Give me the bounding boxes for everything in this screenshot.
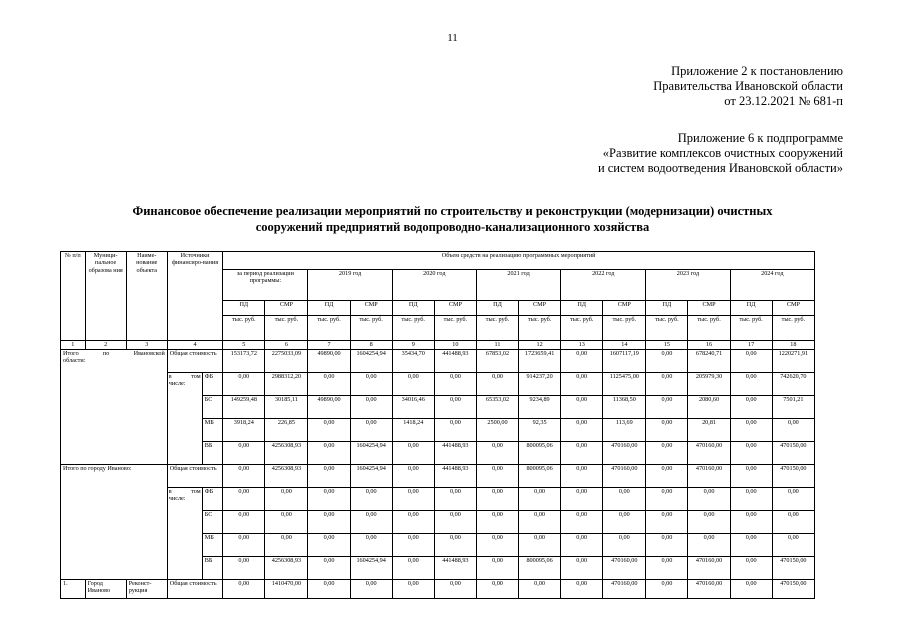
header-volume: Объем средств на реализацию программных мероприятий bbox=[223, 252, 815, 270]
value-cell: 2988312,20 bbox=[265, 373, 308, 396]
item-source: Общая стоимость bbox=[167, 580, 222, 599]
value-cell: 0,00 bbox=[223, 580, 265, 599]
unit-cell: тыс. руб. bbox=[434, 316, 476, 341]
value-cell: 0,00 bbox=[646, 419, 688, 442]
value-cell: 0,00 bbox=[561, 373, 603, 396]
unit-cell: тыс. руб. bbox=[646, 316, 688, 341]
value-cell: 20,81 bbox=[688, 419, 730, 442]
value-cell: 0,00 bbox=[519, 534, 561, 557]
value-cell: 0,00 bbox=[434, 534, 476, 557]
unit-cell: тыс. руб. bbox=[223, 316, 265, 341]
value-cell: 470160,00 bbox=[688, 442, 730, 465]
value-cell: 0,00 bbox=[646, 465, 688, 488]
value-cell: 0,00 bbox=[561, 511, 603, 534]
header-year-2024: 2024 год bbox=[730, 270, 814, 301]
table-row bbox=[61, 580, 815, 599]
value-cell: 0,00 bbox=[392, 557, 434, 580]
value-cell: 3918,24 bbox=[223, 419, 265, 442]
header-smr: СМР bbox=[350, 301, 392, 316]
region-total-label-b: по bbox=[102, 350, 110, 357]
value-cell: 0,00 bbox=[646, 373, 688, 396]
value-cell: 0,00 bbox=[223, 534, 265, 557]
value-cell: 4256308,93 bbox=[265, 442, 308, 465]
table-row bbox=[61, 350, 815, 373]
header-smr: СМР bbox=[265, 301, 308, 316]
value-cell: 4256308,93 bbox=[265, 557, 308, 580]
total-cost-label: Общая стоимость bbox=[167, 465, 222, 488]
source-mb: МБ bbox=[202, 534, 223, 557]
value-cell: 470150,00 bbox=[772, 557, 814, 580]
total-cost-label: Общая стоимость bbox=[167, 350, 222, 373]
value-cell: 49890,00 bbox=[308, 350, 350, 373]
value-cell: 0,00 bbox=[392, 534, 434, 557]
col-number: 8 bbox=[350, 341, 392, 350]
value-cell: 149259,48 bbox=[223, 396, 265, 419]
value-cell: 1604254,94 bbox=[350, 557, 392, 580]
header-object: Наиме-нование объекта bbox=[126, 252, 167, 341]
value-cell: 1607117,19 bbox=[603, 350, 646, 373]
unit-cell: тыс. руб. bbox=[265, 316, 308, 341]
col-number: 17 bbox=[730, 341, 772, 350]
col-number: 14 bbox=[603, 341, 646, 350]
value-cell: 0,00 bbox=[730, 350, 772, 373]
value-cell: 0,00 bbox=[561, 465, 603, 488]
value-cell: 0,00 bbox=[308, 488, 350, 511]
value-cell: 0,00 bbox=[603, 488, 646, 511]
including-label-c: числе: bbox=[168, 380, 186, 388]
value-cell: 0,00 bbox=[476, 511, 518, 534]
unit-cell: тыс. руб. bbox=[476, 316, 518, 341]
value-cell: 34016,46 bbox=[392, 396, 434, 419]
value-cell: 0,00 bbox=[730, 465, 772, 488]
value-cell: 0,00 bbox=[561, 488, 603, 511]
header-municipality: Муници-пальное образова ния bbox=[85, 252, 126, 341]
table-row bbox=[61, 373, 815, 396]
item-num: 1. bbox=[61, 580, 86, 599]
col-number: 2 bbox=[85, 341, 126, 350]
value-cell: 2275033,09 bbox=[265, 350, 308, 373]
value-cell: 470150,00 bbox=[772, 580, 814, 599]
value-cell: 0,00 bbox=[730, 557, 772, 580]
appendix-6-line-2: «Развитие комплексов очистных сооружений bbox=[602, 146, 843, 160]
value-cell: 470150,00 bbox=[772, 442, 814, 465]
value-cell: 0,00 bbox=[392, 580, 434, 599]
value-cell: 0,00 bbox=[561, 580, 603, 599]
table-row bbox=[61, 488, 815, 511]
value-cell: 0,00 bbox=[308, 534, 350, 557]
value-cell: 0,00 bbox=[350, 373, 392, 396]
value-cell: 0,00 bbox=[350, 488, 392, 511]
value-cell: 0,00 bbox=[519, 511, 561, 534]
source-vb: ВБ bbox=[202, 442, 223, 465]
value-cell: 0,00 bbox=[646, 488, 688, 511]
col-number: 9 bbox=[392, 341, 434, 350]
value-cell: 0,00 bbox=[688, 534, 730, 557]
col-number: 5 bbox=[223, 341, 265, 350]
header-pd: ПД bbox=[392, 301, 434, 316]
value-cell: 0,00 bbox=[772, 534, 814, 557]
source-mb: МБ bbox=[202, 419, 223, 442]
value-cell: 0,00 bbox=[603, 511, 646, 534]
col-number: 10 bbox=[434, 341, 476, 350]
value-cell: 0,00 bbox=[308, 442, 350, 465]
value-cell: 470160,00 bbox=[603, 442, 646, 465]
value-cell: 0,00 bbox=[476, 373, 518, 396]
item-1-group bbox=[61, 580, 815, 599]
header-year-2021: 2021 год bbox=[476, 270, 560, 301]
value-cell: 0,00 bbox=[434, 419, 476, 442]
value-cell: 0,00 bbox=[392, 465, 434, 488]
value-cell: 0,00 bbox=[308, 419, 350, 442]
value-cell: 0,00 bbox=[476, 534, 518, 557]
value-cell: 0,00 bbox=[730, 442, 772, 465]
value-cell: 470160,00 bbox=[603, 580, 646, 599]
value-cell: 1604254,94 bbox=[350, 465, 392, 488]
value-cell: 0,00 bbox=[434, 488, 476, 511]
title-line-2: сооружений предприятий водопроводно-канализационного хозяйства bbox=[255, 220, 650, 234]
value-cell: 0,00 bbox=[350, 580, 392, 599]
region-total-group bbox=[61, 350, 815, 465]
value-cell: 0,00 bbox=[308, 465, 350, 488]
header-num: № п/п bbox=[61, 252, 86, 341]
header-year-2022: 2022 год bbox=[561, 270, 646, 301]
value-cell: 0,00 bbox=[730, 488, 772, 511]
source-vb: ВБ bbox=[202, 557, 223, 580]
appendix-2-block bbox=[653, 64, 843, 109]
value-cell: 4256308,93 bbox=[265, 465, 308, 488]
unit-cell: тыс. руб. bbox=[561, 316, 603, 341]
value-cell: 441488,93 bbox=[434, 350, 476, 373]
value-cell: 0,00 bbox=[772, 419, 814, 442]
value-cell: 0,00 bbox=[561, 442, 603, 465]
value-cell: 1604254,94 bbox=[350, 442, 392, 465]
col-number: 13 bbox=[561, 341, 603, 350]
source-bs: БС bbox=[202, 511, 223, 534]
col-number: 1 bbox=[61, 341, 86, 350]
including-label-c: числе: bbox=[168, 495, 186, 503]
value-cell: 0,00 bbox=[688, 488, 730, 511]
value-cell: 441488,93 bbox=[434, 442, 476, 465]
value-cell: 0,00 bbox=[308, 373, 350, 396]
header-pd: ПД bbox=[308, 301, 350, 316]
value-cell: 0,00 bbox=[308, 557, 350, 580]
value-cell: 67853,02 bbox=[476, 350, 518, 373]
header-pd: ПД bbox=[476, 301, 518, 316]
value-cell: 0,00 bbox=[350, 534, 392, 557]
unit-cell: тыс. руб. bbox=[772, 316, 814, 341]
header-smr: СМР bbox=[434, 301, 476, 316]
value-cell: 0,00 bbox=[476, 580, 518, 599]
value-cell: 0,00 bbox=[688, 511, 730, 534]
value-cell: 0,00 bbox=[519, 580, 561, 599]
value-cell: 470160,00 bbox=[603, 557, 646, 580]
city-total-label: Итого по городу Иваново: bbox=[61, 465, 168, 580]
value-cell: 0,00 bbox=[730, 511, 772, 534]
value-cell: 65353,02 bbox=[476, 396, 518, 419]
value-cell: 470150,00 bbox=[772, 465, 814, 488]
header-year-2020: 2020 год bbox=[392, 270, 476, 301]
value-cell: 0,00 bbox=[561, 350, 603, 373]
value-cell: 1418,24 bbox=[392, 419, 434, 442]
source-fb: ФБ bbox=[202, 488, 223, 511]
value-cell: 441488,93 bbox=[434, 465, 476, 488]
region-total-label-d: области: bbox=[63, 357, 86, 365]
value-cell: 678240,71 bbox=[688, 350, 730, 373]
col-number: 18 bbox=[772, 341, 814, 350]
table-header bbox=[61, 252, 815, 350]
value-cell: 1220271,91 bbox=[772, 350, 814, 373]
value-cell: 0,00 bbox=[350, 419, 392, 442]
value-cell: 0,00 bbox=[476, 557, 518, 580]
source-bs: БС bbox=[202, 396, 223, 419]
value-cell: 0,00 bbox=[223, 511, 265, 534]
value-cell: 0,00 bbox=[561, 419, 603, 442]
value-cell: 0,00 bbox=[730, 373, 772, 396]
header-year-2019: 2019 год bbox=[308, 270, 392, 301]
title-line-1: Финансовое обеспечение реализации мероприятий по строительству и реконструкции (модернизации) очистных bbox=[132, 204, 773, 218]
financing-table bbox=[60, 251, 815, 599]
header-sources: Источники финансиро-вания bbox=[167, 252, 222, 341]
value-cell: 470160,00 bbox=[688, 580, 730, 599]
value-cell: 1125475,00 bbox=[603, 373, 646, 396]
value-cell: 0,00 bbox=[265, 511, 308, 534]
value-cell: 0,00 bbox=[223, 488, 265, 511]
value-cell: 0,00 bbox=[772, 488, 814, 511]
value-cell: 35434,70 bbox=[392, 350, 434, 373]
region-total-label bbox=[61, 350, 168, 465]
appendix-2-line-3: от 23.12.2021 № 681-п bbox=[724, 94, 843, 108]
value-cell: 0,00 bbox=[730, 580, 772, 599]
header-pd: ПД bbox=[646, 301, 688, 316]
value-cell: 1723659,41 bbox=[519, 350, 561, 373]
unit-cell: тыс. руб. bbox=[603, 316, 646, 341]
value-cell: 470160,00 bbox=[688, 557, 730, 580]
appendix-2-line-2: Правительства Ивановской области bbox=[653, 79, 843, 93]
value-cell: 800095,06 bbox=[519, 465, 561, 488]
appendix-2-line-1: Приложение 2 к постановлению bbox=[671, 64, 843, 78]
col-number: 15 bbox=[646, 341, 688, 350]
value-cell: 470160,00 bbox=[688, 465, 730, 488]
unit-cell: тыс. руб. bbox=[308, 316, 350, 341]
region-total-label-a: Итого bbox=[63, 350, 79, 357]
unit-cell: тыс. руб. bbox=[350, 316, 392, 341]
value-cell: 0,00 bbox=[476, 488, 518, 511]
value-cell: 0,00 bbox=[561, 534, 603, 557]
unit-cell: тыс. руб. bbox=[730, 316, 772, 341]
value-cell: 0,00 bbox=[392, 511, 434, 534]
city-total-group bbox=[61, 465, 815, 580]
value-cell: 800095,06 bbox=[519, 557, 561, 580]
value-cell: 92,35 bbox=[519, 419, 561, 442]
value-cell: 0,00 bbox=[308, 511, 350, 534]
col-number: 7 bbox=[308, 341, 350, 350]
column-number-row bbox=[61, 341, 815, 350]
value-cell: 49890,00 bbox=[308, 396, 350, 419]
value-cell: 0,00 bbox=[646, 557, 688, 580]
col-number: 6 bbox=[265, 341, 308, 350]
value-cell: 0,00 bbox=[223, 442, 265, 465]
value-cell: 0,00 bbox=[561, 396, 603, 419]
value-cell: 0,00 bbox=[223, 373, 265, 396]
appendix-6-line-1: Приложение 6 к подпрограмме bbox=[677, 131, 843, 145]
value-cell: 153173,72 bbox=[223, 350, 265, 373]
header-year-2023: 2023 год bbox=[646, 270, 730, 301]
value-cell: 0,00 bbox=[392, 442, 434, 465]
value-cell: 0,00 bbox=[730, 396, 772, 419]
value-cell: 0,00 bbox=[646, 511, 688, 534]
value-cell: 2080,60 bbox=[688, 396, 730, 419]
value-cell: 742620,70 bbox=[772, 373, 814, 396]
value-cell: 0,00 bbox=[350, 511, 392, 534]
unit-cell: тыс. руб. bbox=[519, 316, 561, 341]
including-label bbox=[167, 488, 202, 580]
value-cell: 0,00 bbox=[646, 350, 688, 373]
value-cell: 470160,00 bbox=[603, 465, 646, 488]
value-cell: 226,85 bbox=[265, 419, 308, 442]
value-cell: 1410470,00 bbox=[265, 580, 308, 599]
value-cell: 0,00 bbox=[350, 396, 392, 419]
table-row bbox=[61, 465, 815, 488]
value-cell: 11368,50 bbox=[603, 396, 646, 419]
col-number: 16 bbox=[688, 341, 730, 350]
page-number: 11 bbox=[447, 32, 458, 44]
col-number: 11 bbox=[476, 341, 518, 350]
header-smr: СМР bbox=[603, 301, 646, 316]
region-total-label-c: Ивановской bbox=[133, 350, 165, 357]
value-cell: 9234,89 bbox=[519, 396, 561, 419]
value-cell: 0,00 bbox=[265, 534, 308, 557]
value-cell: 0,00 bbox=[519, 488, 561, 511]
value-cell: 0,00 bbox=[308, 580, 350, 599]
unit-cell: тыс. руб. bbox=[392, 316, 434, 341]
value-cell: 0,00 bbox=[646, 396, 688, 419]
value-cell: 0,00 bbox=[730, 419, 772, 442]
col-number: 4 bbox=[167, 341, 222, 350]
value-cell: 0,00 bbox=[603, 534, 646, 557]
value-cell: 441488,93 bbox=[434, 557, 476, 580]
value-cell: 914237,20 bbox=[519, 373, 561, 396]
value-cell: 0,00 bbox=[223, 465, 265, 488]
value-cell: 0,00 bbox=[434, 580, 476, 599]
value-cell: 30185,11 bbox=[265, 396, 308, 419]
value-cell: 0,00 bbox=[476, 442, 518, 465]
including-label bbox=[167, 373, 202, 465]
value-cell: 0,00 bbox=[434, 511, 476, 534]
appendix-6-line-3: и систем водоотведения Ивановской области» bbox=[597, 161, 843, 175]
header-period: за период реализации программы: bbox=[223, 270, 308, 301]
value-cell: 205979,30 bbox=[688, 373, 730, 396]
value-cell: 0,00 bbox=[561, 557, 603, 580]
header-smr: СМР bbox=[772, 301, 814, 316]
value-cell: 0,00 bbox=[265, 488, 308, 511]
header-smr: СМР bbox=[519, 301, 561, 316]
including-label-a: в bbox=[168, 488, 172, 495]
value-cell: 0,00 bbox=[434, 373, 476, 396]
item-municipality: Город Иваново bbox=[85, 580, 126, 599]
value-cell: 0,00 bbox=[646, 442, 688, 465]
source-fb: ФБ bbox=[202, 373, 223, 396]
header-pd: ПД bbox=[730, 301, 772, 316]
header-pd: ПД bbox=[223, 301, 265, 316]
col-number: 3 bbox=[126, 341, 167, 350]
value-cell: 800095,06 bbox=[519, 442, 561, 465]
value-cell: 0,00 bbox=[223, 557, 265, 580]
document-title bbox=[40, 203, 865, 235]
header-smr: СМР bbox=[688, 301, 730, 316]
value-cell: 0,00 bbox=[476, 465, 518, 488]
value-cell: 0,00 bbox=[646, 580, 688, 599]
value-cell: 1604254,94 bbox=[350, 350, 392, 373]
value-cell: 0,00 bbox=[392, 373, 434, 396]
header-pd: ПД bbox=[561, 301, 603, 316]
value-cell: 0,00 bbox=[730, 534, 772, 557]
value-cell: 0,00 bbox=[646, 534, 688, 557]
appendix-6-block bbox=[598, 131, 843, 176]
value-cell: 7501,21 bbox=[772, 396, 814, 419]
including-label-a: в bbox=[168, 373, 172, 380]
value-cell: 0,00 bbox=[392, 488, 434, 511]
including-label-b: том bbox=[191, 488, 201, 495]
including-label-b: том bbox=[191, 373, 201, 380]
unit-cell: тыс. руб. bbox=[688, 316, 730, 341]
value-cell: 2500,00 bbox=[476, 419, 518, 442]
value-cell: 0,00 bbox=[434, 396, 476, 419]
value-cell: 113,69 bbox=[603, 419, 646, 442]
item-object: Реконст-рукция bbox=[126, 580, 167, 599]
value-cell: 0,00 bbox=[772, 511, 814, 534]
col-number: 12 bbox=[519, 341, 561, 350]
